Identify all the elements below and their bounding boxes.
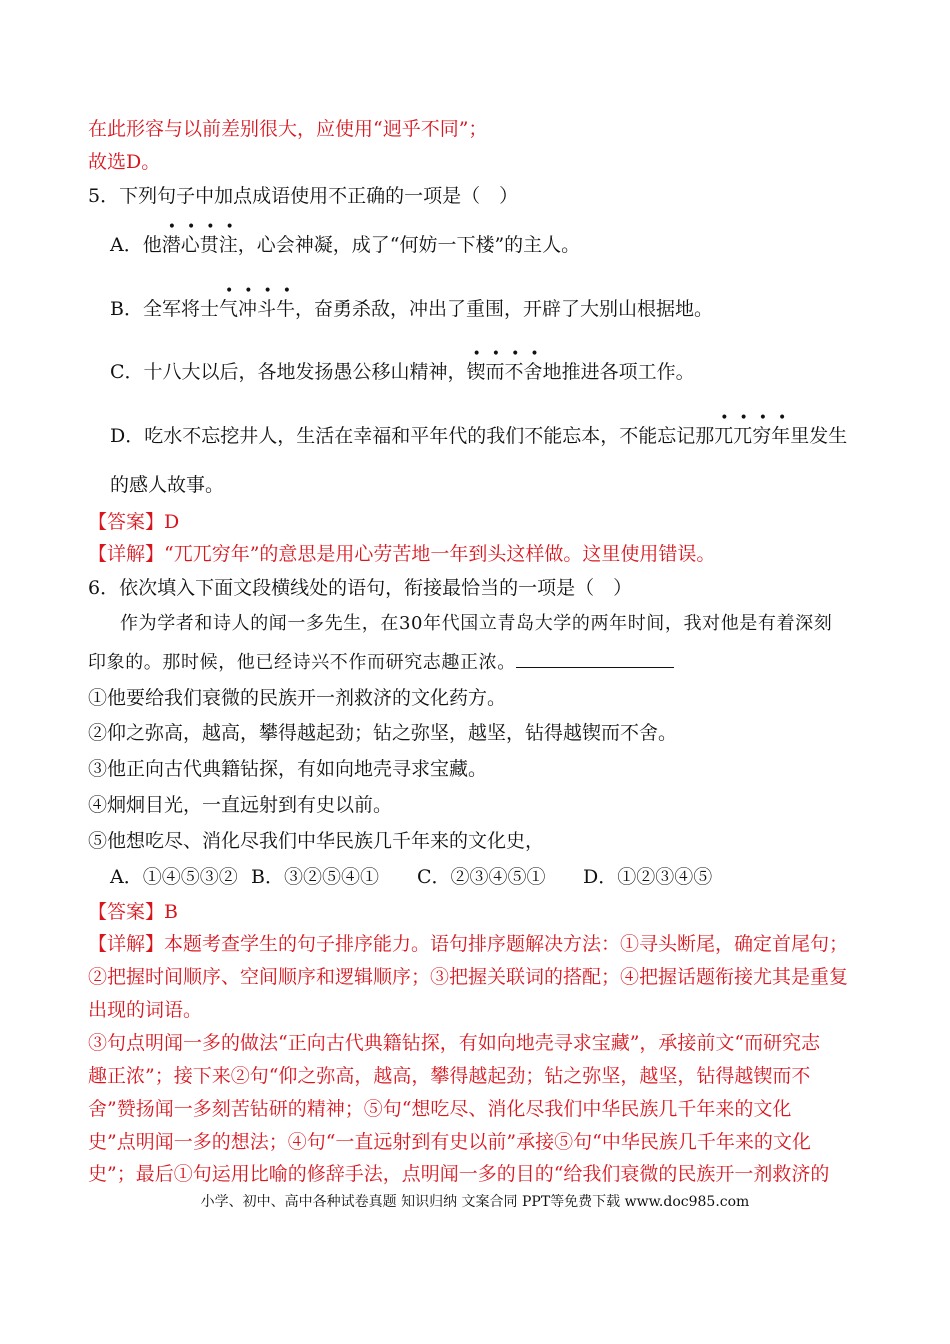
question-5-option-c xyxy=(110,346,695,384)
option-b-prefix: B．全军将士 xyxy=(110,298,219,320)
question-6-detail-line-1: 【详解】本题考查学生的句子排序能力。语句排序题解决方法：①寻头断尾，确定首尾句； xyxy=(88,933,849,955)
option-b-suffix: ，奋勇杀敌，冲出了重围，开辟了大别山根据地。 xyxy=(294,298,713,320)
sentence-5: ⑤他想吃尽、消化尽我们中华民族几千年来的文化史， xyxy=(88,830,545,852)
question-5-option-d-continued: 的感人故事。 xyxy=(110,474,225,496)
question-5-option-b xyxy=(110,283,713,321)
sentence-4: ④炯炯目光，一直远射到有史以前。 xyxy=(88,794,393,816)
question-6-detail-line-3: 出现的词语。 xyxy=(88,999,203,1021)
prev-answer-choice: 故选D。 xyxy=(88,151,161,173)
option-a-suffix: ，心会神凝，成了“何妨一下楼”的主人。 xyxy=(237,234,581,256)
emphasis-dots: •••• xyxy=(720,410,798,426)
prev-explanation-line: 在此形容与以前差别很大，应使用“迥乎不同”； xyxy=(88,118,488,140)
emphasis-dots: •••• xyxy=(224,283,302,299)
question-6-option-c: C．②③④⑤① xyxy=(417,866,546,888)
emphasis-dots: •••• xyxy=(167,219,245,235)
option-d-suffix: 里发生 xyxy=(790,425,848,447)
option-c-suffix: 地推进各项工作。 xyxy=(542,361,695,383)
question-6-answer: 【答案】B xyxy=(88,901,178,923)
sentence-3: ③他正向古代典籍钻探，有如向地壳寻求宝藏。 xyxy=(88,758,488,780)
idiom-text: 潜心贯注 xyxy=(161,234,238,256)
question-6-detail-line-5: 趣正浓”；接下来②句“仰之弥高，越高，攀得越起劲；钻之弥坚，越坚，钻得越锲而不 xyxy=(88,1065,811,1087)
question-6-detail-line-8: 史”；最后①句运用比喻的修辞手法，点明闻一多的目的“给我们衰微的民族开一剂救济的 xyxy=(88,1163,830,1185)
dotted-idiom-c xyxy=(466,346,550,384)
question-5-answer: 【答案】D xyxy=(88,511,180,533)
option-c-prefix: C．十八大以后，各地发扬愚公移山精神， xyxy=(110,361,467,383)
question-6-detail-line-6: 舍”赞扬闻一多刻苦钻研的精神；⑤句“想吃尽、消化尽我们中华民族几千年来的文化 xyxy=(88,1098,792,1120)
dotted-idiom-d xyxy=(714,410,798,448)
sentence-2: ②仰之弥高，越高，攀得越起劲；钻之弥坚，越坚，钻得越锲而不舍。 xyxy=(88,722,678,744)
question-5-option-a xyxy=(110,219,581,257)
question-6-detail-line-4: ③句点明闻一多的做法“正向古代典籍钻探，有如向地壳寻求宝藏”，承接前文“而研究志 xyxy=(88,1032,821,1054)
idiom-text: 锲而不舍 xyxy=(466,361,543,383)
question-6-detail-line-7: 史”点明闻一多的想法；④句“一直远射到有史以前”承接⑤句“中华民族几千年来的文化 xyxy=(88,1131,811,1153)
question-6-option-d: D．①②③④⑤ xyxy=(583,866,713,888)
question-5-detail: 【详解】“兀兀穷年”的意思是用心劳苦地一年到头这样做。这里使用错误。 xyxy=(88,543,716,565)
sentence-1: ①他要给我们衰微的民族开一剂救济的文化药方。 xyxy=(88,687,507,709)
emphasis-dots: •••• xyxy=(472,346,550,362)
page-footer: 小学、初中、高中各种试卷真题 知识归纳 文案合同 PPT等免费下载 www.doc985.com xyxy=(200,1194,750,1210)
question-6-passage-line-1: 作为学者和诗人的闻一多先生，在30年代国立青岛大学的两年时间，我对他是有着深刻 xyxy=(120,613,833,634)
question-5-stem: 5．下列句子中加点成语使用不正确的一项是（ ） xyxy=(88,185,519,207)
idiom-text: 兀兀穷年 xyxy=(714,425,791,447)
question-6-passage-line-2 xyxy=(88,650,674,675)
question-6-stem: 6．依次填入下面文段横线处的语句，衔接最恰当的一项是（ ） xyxy=(88,577,633,599)
dotted-idiom-a xyxy=(161,219,245,257)
passage-text: 印象的。那时候，他已经诗兴不作而研究志趣正浓。 xyxy=(88,652,516,673)
option-d-prefix: D．吃水不忘挖井人，生活在幸福和平年代的我们不能忘本，不能忘记那 xyxy=(110,425,715,447)
idiom-text: 气冲斗牛 xyxy=(218,298,295,320)
question-6-detail-line-2: ②把握时间顺序、空间顺序和逻辑顺序；③把握关联词的搭配；④把握话题衔接尤其是重复 xyxy=(88,966,849,988)
question-5-option-d xyxy=(110,410,848,448)
dotted-idiom-b xyxy=(218,283,302,321)
question-6-option-a: A．①④⑤③② xyxy=(110,866,238,888)
option-a-prefix: A．他 xyxy=(110,234,162,256)
question-6-option-b: B．③②⑤④① xyxy=(251,866,379,888)
fill-in-blank xyxy=(516,650,674,668)
